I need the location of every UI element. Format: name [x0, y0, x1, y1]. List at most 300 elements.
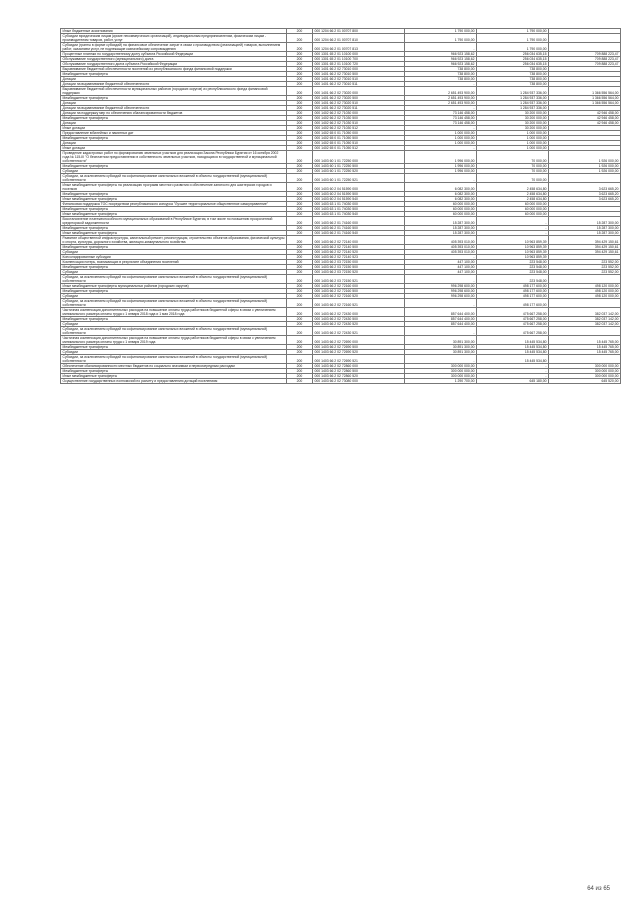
- executed-amount-cell: -: [477, 364, 549, 369]
- row-name-cell: Иные межбюджетные трансферты: [61, 212, 287, 217]
- executed-amount-cell: 475 667 258,00: [477, 327, 549, 336]
- approved-amount-cell: 2 651 493 900,00: [405, 87, 477, 96]
- row-code-cell: 200: [287, 374, 313, 379]
- row-code-cell: 200: [287, 255, 313, 260]
- row-code-cell: 200: [287, 317, 313, 322]
- approved-amount-cell: 996 298 600,00: [405, 289, 477, 294]
- executed-amount-cell: -: [477, 231, 549, 236]
- row-name-cell: Дотации: [61, 101, 287, 106]
- budget-classification-cell: 000 1403 66 2 02 72430 500: [313, 317, 405, 322]
- budget-classification-cell: 000 1403 66 2 02 72140 520: [313, 250, 405, 255]
- budget-classification-cell: 000 1403 66 2 02 72430 000: [313, 308, 405, 317]
- executed-amount-cell: 2 458 634,80: [477, 183, 549, 192]
- approved-amount-cell: 1 000 000,00: [405, 141, 477, 146]
- executed-amount-cell: 738 800,00: [477, 72, 549, 77]
- budget-classification-cell: 000 1401 66 2 02 73020 000: [313, 87, 405, 96]
- unexecuted-amount-cell: 498 120 000,00: [549, 289, 621, 294]
- row-name-cell: Восстановление платежеспособности муниципальных образований в Республике Бурятия, в том числе по погашению просроченной кредиторской задолженности: [61, 217, 287, 226]
- unexecuted-amount-cell: [549, 34, 621, 43]
- executed-amount-cell: 1 000 000,00: [477, 136, 549, 141]
- approved-amount-cell: -: [405, 355, 477, 364]
- row-name-cell: Дотации на выравнивание бюджетной обеспеченности: [61, 106, 287, 111]
- table-row: [61, 151, 621, 164]
- approved-amount-cell: 1 290 700,00: [405, 379, 477, 384]
- unexecuted-amount-cell: 3 623 665,20: [549, 192, 621, 197]
- budget-classification-cell: 000 1403 66 2 02 72140 523: [313, 255, 405, 260]
- row-name-cell: Обеспечение сбалансированности местных бюджетов по социально значимым и первоочередным расходам: [61, 364, 287, 369]
- row-name-cell: Выравнивание бюджетной обеспеченности муниципальных районов (городских округов) из республиканского фонда финансовой поддержки: [61, 87, 287, 96]
- budget-classification-cell: 000 1403 66 2 01 74160 000: [313, 217, 405, 226]
- budget-classification-cell: 000 1403 66 2 02 72140 500: [313, 245, 405, 250]
- row-code-cell: 200: [287, 308, 313, 317]
- budget-classification-cell: 000 1401 66 2 02 73010 500: [313, 72, 405, 77]
- table-body: [61, 29, 621, 384]
- executed-amount-cell: -: [477, 217, 549, 226]
- budget-classification-cell: 000 1402 65 0 01 71050 512: [313, 146, 405, 151]
- table-row: [61, 308, 621, 317]
- executed-amount-cell: 1 000 000,00: [477, 141, 549, 146]
- table-row: [61, 111, 621, 116]
- executed-amount-cell: 256 034 635,15: [477, 57, 549, 62]
- budget-classification-cell: 000 1402 65 0 01 71050 000: [313, 131, 405, 136]
- row-code-cell: 200: [287, 169, 313, 174]
- row-name-cell: Межбюджетные трансферты: [61, 317, 287, 322]
- table-row: [61, 299, 621, 308]
- executed-amount-cell: 738 800,00: [477, 82, 549, 87]
- row-code-cell: 200: [287, 121, 313, 126]
- approved-amount-cell: -: [405, 126, 477, 131]
- row-name-cell: Обслуживание государственного долга субъекта Российской Федерации: [61, 62, 287, 67]
- approved-amount-cell: 996 298 600,00: [405, 284, 477, 289]
- row-name-cell: Иные межбюджетные трансферты: [61, 231, 287, 236]
- row-code-cell: 200: [287, 174, 313, 183]
- approved-amount-cell: 15 287 300,00: [405, 217, 477, 226]
- unexecuted-amount-cell: 300 000 000,00: [549, 369, 621, 374]
- unexecuted-amount-cell: [549, 275, 621, 284]
- executed-amount-cell: 645 180,00: [477, 379, 549, 384]
- unexecuted-amount-cell: 223 552,00: [549, 270, 621, 275]
- unexecuted-amount-cell: 382 037 142,00: [549, 308, 621, 317]
- budget-classification-cell: 000 1403 66 2 03 72150 521: [313, 275, 405, 284]
- executed-amount-cell: -: [477, 374, 549, 379]
- approved-amount-cell: 996 298 600,00: [405, 294, 477, 299]
- table-row: [61, 236, 621, 245]
- table-row: [61, 183, 621, 192]
- unexecuted-amount-cell: 15 287 300,00: [549, 231, 621, 236]
- row-name-cell: Иные межбюджетные трансферты: [61, 374, 287, 379]
- row-code-cell: 200: [287, 29, 313, 34]
- row-name-cell: Развитие общественной инфраструктуры, капитальный ремонт, реконструкция, строительство объектов образования, физической культуры и спорта, культуры, дорожного хозяйства, жилищно-коммунального хозяйства: [61, 236, 287, 245]
- executed-amount-cell: 498 177 600,00: [477, 289, 549, 294]
- budget-classification-cell: 000 1402 66 2 02 71030 510: [313, 121, 405, 126]
- row-code-cell: 200: [287, 52, 313, 57]
- approved-amount-cell: 6 082 300,00: [405, 192, 477, 197]
- page-number: 64 из 65: [587, 886, 610, 892]
- row-name-cell: Субсидии: [61, 270, 287, 275]
- row-name-cell: Дотации: [61, 77, 287, 82]
- budget-classification-cell: 000 1403 66 2 01 74160 500: [313, 226, 405, 231]
- row-name-cell: Субсидии: [61, 322, 287, 327]
- row-name-cell: Дотации: [61, 121, 287, 126]
- row-code-cell: 200: [287, 126, 313, 131]
- table-row: [61, 379, 621, 384]
- budget-classification-cell: 000 1401 66 2 02 73010 510: [313, 77, 405, 82]
- row-name-cell: Субсидии (гранты в форме субсидий) на финансовое обеспечение затрат в связи с производством (реализацией) товаров, выполнением работ, оказанием услуг, не подлежащие казначейскому сопровождению: [61, 43, 287, 52]
- executed-amount-cell: 738 800,00: [477, 77, 549, 82]
- executed-amount-cell: 30 200 000,00: [477, 111, 549, 116]
- executed-amount-cell: 2 458 634,80: [477, 197, 549, 202]
- row-code-cell: 200: [287, 67, 313, 72]
- unexecuted-amount-cell: 1 366 556 564,00: [549, 101, 621, 106]
- budget-classification-cell: 000 1403 60 1 01 72250 520: [313, 169, 405, 174]
- approved-amount-cell: 966 923 158,62: [405, 52, 477, 57]
- row-name-cell: Субсидии юридическим лицам (кроме некоммерческих организаций), индивидуальным предпринимателям, физическим лицам - производителям товаров, работ, услуг: [61, 34, 287, 43]
- approved-amount-cell: 1 000 000,00: [405, 136, 477, 141]
- budget-classification-cell: 000 1402 66 2 02 71030 500: [313, 116, 405, 121]
- executed-amount-cell: 1 284 937 336,00: [477, 106, 549, 111]
- table-row: [61, 62, 621, 67]
- unexecuted-amount-cell: 394 429 150,61: [549, 245, 621, 250]
- row-name-cell: Субсидии: [61, 294, 287, 299]
- budget-classification-cell: 000 1403 66 2 02 72690 000: [313, 336, 405, 345]
- approved-amount-cell: 1 996 000,00: [405, 164, 477, 169]
- unexecuted-amount-cell: 1 366 556 564,00: [549, 96, 621, 101]
- approved-amount-cell: 857 644 400,00: [405, 317, 477, 322]
- row-code-cell: 200: [287, 322, 313, 327]
- row-code-cell: 200: [287, 350, 313, 355]
- approved-amount-cell: 60 000 000,00: [405, 207, 477, 212]
- unexecuted-amount-cell: 498 120 000,00: [549, 294, 621, 299]
- budget-classification-cell: 000 1403 66 2 02 72160 520: [313, 294, 405, 299]
- approved-amount-cell: 60 000 000,00: [405, 212, 477, 217]
- budget-classification-cell: 000 1402 66 2 02 71030 000: [313, 111, 405, 116]
- budget-classification-cell: 000 1403 66 2 02 72690 520: [313, 350, 405, 355]
- row-code-cell: 200: [287, 265, 313, 270]
- row-code-cell: 200: [287, 379, 313, 384]
- executed-amount-cell: 10 963 859,39: [477, 250, 549, 255]
- budget-classification-cell: 000 1403 60 2 04 51590 000: [313, 183, 405, 192]
- approved-amount-cell: 73 146 458,00: [405, 111, 477, 116]
- executed-amount-cell: 2 458 634,80: [477, 192, 549, 197]
- unexecuted-amount-cell: 15 287 300,00: [549, 226, 621, 231]
- row-code-cell: 200: [287, 197, 313, 202]
- budget-classification-cell: 000 1301 65 2 01 10100 000: [313, 52, 405, 57]
- row-code-cell: 200: [287, 96, 313, 101]
- row-code-cell: 200: [287, 62, 313, 67]
- row-name-cell: Субсидии, за исключением субсидий на софинансирование капитальных вложений в объекты государственной (муниципальной) собственности: [61, 355, 287, 364]
- unexecuted-amount-cell: 394 429 150,61: [549, 236, 621, 245]
- executed-amount-cell: 15 445 534,80: [477, 350, 549, 355]
- executed-amount-cell: 70 000,00: [477, 174, 549, 183]
- approved-amount-cell: -: [405, 299, 477, 308]
- row-code-cell: 200: [287, 345, 313, 350]
- row-name-cell: Субсидии, за исключением субсидий на софинансирование капитальных вложений в объекты государственной (муниципальной) собственности: [61, 275, 287, 284]
- unexecuted-amount-cell: 498 120 000,00: [549, 284, 621, 289]
- budget-classification-cell: 000 1403 66 2 02 72160 000: [313, 284, 405, 289]
- unexecuted-amount-cell: 15 287 300,00: [549, 217, 621, 226]
- executed-amount-cell: 15 445 534,80: [477, 336, 549, 345]
- executed-amount-cell: 1 284 937 336,00: [477, 96, 549, 101]
- budget-classification-cell: 000 1403 60 2 04 51590 500: [313, 192, 405, 197]
- unexecuted-amount-cell: 394 429 150,61: [549, 250, 621, 255]
- executed-amount-cell: 10 963 859,39: [477, 245, 549, 250]
- row-name-cell: Иные дотации: [61, 146, 287, 151]
- budget-classification-cell: 000 1403 66 2 02 72160 500: [313, 289, 405, 294]
- approved-amount-cell: 447 100,00: [405, 260, 477, 265]
- budget-classification-cell: 000 1403 66 2 02 72860 000: [313, 364, 405, 369]
- row-name-cell: Субсидии: [61, 250, 287, 255]
- unexecuted-amount-cell: 382 037 142,00: [549, 317, 621, 322]
- budget-classification-cell: 000 1403 66 2 02 72860 500: [313, 369, 405, 374]
- executed-amount-cell: 70 000,00: [477, 164, 549, 169]
- row-code-cell: 200: [287, 217, 313, 226]
- table-row: [61, 82, 621, 87]
- budget-classification-cell: 000 1403 66 2 02 73080 000: [313, 379, 405, 384]
- row-code-cell: 200: [287, 57, 313, 62]
- table-row: [61, 355, 621, 364]
- row-code-cell: 200: [287, 270, 313, 275]
- unexecuted-amount-cell: 42 946 458,00: [549, 111, 621, 116]
- row-code-cell: 200: [287, 141, 313, 146]
- approved-amount-cell: 73 146 458,00: [405, 121, 477, 126]
- approved-amount-cell: -: [405, 43, 477, 52]
- row-code-cell: 200: [287, 355, 313, 364]
- row-code-cell: 200: [287, 106, 313, 111]
- budget-classification-cell: 000 1403 66 2 02 72160 521: [313, 299, 405, 308]
- approved-amount-cell: 6 082 300,00: [405, 197, 477, 202]
- table-row: [61, 87, 621, 96]
- budget-classification-cell: 000 1403 60 2 04 51590 540: [313, 197, 405, 202]
- row-code-cell: 200: [287, 250, 313, 255]
- approved-amount-cell: 30 891 300,00: [405, 336, 477, 345]
- executed-amount-cell: 1 790 000,00: [477, 43, 549, 52]
- document-page: [60, 28, 620, 384]
- row-code-cell: 200: [287, 111, 313, 116]
- row-name-cell: Межбюджетные трансферты: [61, 96, 287, 101]
- row-code-cell: 200: [287, 299, 313, 308]
- row-name-cell: Субсидии: [61, 350, 287, 355]
- row-code-cell: 200: [287, 336, 313, 345]
- executed-amount-cell: 1 790 000,00: [477, 34, 549, 43]
- approved-amount-cell: 300 000 000,00: [405, 364, 477, 369]
- executed-amount-cell: -: [477, 226, 549, 231]
- row-code-cell: 200: [287, 364, 313, 369]
- table-row: [61, 275, 621, 284]
- row-name-cell: Финансовая поддержка ТОС посредством республиканского конкурса "Лучшее территориальное общественное самоуправление": [61, 202, 287, 207]
- unexecuted-amount-cell: 300 000 000,00: [549, 374, 621, 379]
- table-row: [61, 202, 621, 207]
- executed-amount-cell: 70 000,00: [477, 151, 549, 164]
- row-code-cell: 200: [287, 275, 313, 284]
- row-code-cell: 200: [287, 72, 313, 77]
- approved-amount-cell: 73 146 458,00: [405, 116, 477, 121]
- row-code-cell: 200: [287, 183, 313, 192]
- approved-amount-cell: 966 923 158,62: [405, 62, 477, 67]
- row-name-cell: Субсидии, за исключением субсидий на софинансирование капитальных вложений в объекты государственной (муниципальной) собственности: [61, 299, 287, 308]
- row-name-cell: Иные дотации: [61, 126, 287, 131]
- executed-amount-cell: 1 000 000,00: [477, 146, 549, 151]
- executed-amount-cell: 738 800,00: [477, 67, 549, 72]
- budget-classification-cell: 000 1401 66 2 02 73020 511: [313, 106, 405, 111]
- executed-amount-cell: 30 200 000,00: [477, 126, 549, 131]
- row-name-cell: Межбюджетные трансферты: [61, 136, 287, 141]
- row-code-cell: 200: [287, 231, 313, 236]
- executed-amount-cell: 1 790 000,00: [477, 29, 549, 34]
- approved-amount-cell: 405 393 010,00: [405, 236, 477, 245]
- row-code-cell: 200: [287, 202, 313, 207]
- table-row: [61, 336, 621, 345]
- table-row: [61, 260, 621, 265]
- row-name-cell: Межбюджетные трансферты: [61, 72, 287, 77]
- unexecuted-amount-cell: 15 445 765,00: [549, 345, 621, 350]
- table-row: [61, 174, 621, 183]
- row-code-cell: 200: [287, 87, 313, 96]
- unexecuted-amount-cell: 223 552,00: [549, 260, 621, 265]
- executed-amount-cell: 1 000 000,00: [477, 131, 549, 136]
- row-code-cell: 200: [287, 77, 313, 82]
- approved-amount-cell: 738 800,00: [405, 67, 477, 72]
- table-row: [61, 67, 621, 72]
- row-name-cell: Процентные платежи по государственному долгу субъекта Российской Федерации: [61, 52, 287, 57]
- approved-amount-cell: -: [405, 106, 477, 111]
- unexecuted-amount-cell: 709 888 223,47: [549, 52, 621, 57]
- executed-amount-cell: 223 548,00: [477, 265, 549, 270]
- row-name-cell: Осуществление государственных полномочий по расчету и предоставлению дотаций поселениям: [61, 379, 287, 384]
- row-name-cell: Межбюджетные трансферты: [61, 192, 287, 197]
- executed-amount-cell: 498 177 600,00: [477, 299, 549, 308]
- approved-amount-cell: 15 287 300,00: [405, 231, 477, 236]
- budget-classification-cell: 000 1401 66 2 02 73020 500: [313, 96, 405, 101]
- row-name-cell: Межбюджетные трансферты: [61, 265, 287, 270]
- row-name-cell: Обслуживание государственного (муниципального) долга: [61, 57, 287, 62]
- budget-classification-cell: 000 1401 66 2 02 73010 000: [313, 67, 405, 72]
- row-name-cell: Частичная компенсация дополнительных расходов на повышение оплаты труда работников бюджетной сферы в связи с увеличением минимального размера оплаты труда с 1 января 2019 года: [61, 336, 287, 345]
- approved-amount-cell: -: [405, 327, 477, 336]
- table-row: [61, 106, 621, 111]
- unexecuted-amount-cell: 42 946 458,00: [549, 121, 621, 126]
- budget-classification-cell: 000 1403 60 1 01 72250 521: [313, 174, 405, 183]
- unexecuted-amount-cell: 382 037 142,00: [549, 322, 621, 327]
- executed-amount-cell: 60 000 000,00: [477, 207, 549, 212]
- unexecuted-amount-cell: 15 445 765,00: [549, 350, 621, 355]
- row-name-cell: Межбюджетные трансферты: [61, 207, 287, 212]
- row-name-cell: Иные бюджетные ассигнования: [61, 29, 287, 34]
- budget-classification-cell: 000 1403 60 1 01 72250 000: [313, 151, 405, 164]
- approved-amount-cell: -: [405, 82, 477, 87]
- executed-amount-cell: 30 200 000,00: [477, 121, 549, 126]
- row-name-cell: Предоставление юбилейных и памятных дат: [61, 131, 287, 136]
- budget-classification-cell: 000 1403 66 2 02 72690 500: [313, 345, 405, 350]
- unexecuted-amount-cell: 1 926 000,00: [549, 151, 621, 164]
- table-row: [61, 43, 621, 52]
- row-code-cell: 200: [287, 116, 313, 121]
- approved-amount-cell: -: [405, 174, 477, 183]
- row-code-cell: 200: [287, 212, 313, 217]
- unexecuted-amount-cell: 3 623 665,20: [549, 183, 621, 192]
- executed-amount-cell: -: [477, 369, 549, 374]
- executed-amount-cell: 475 667 258,00: [477, 317, 549, 322]
- executed-amount-cell: 256 034 635,15: [477, 52, 549, 57]
- budget-classification-cell: 000 1403 66 2 03 72150 520: [313, 270, 405, 275]
- executed-amount-cell: 60 000 000,00: [477, 212, 549, 217]
- budget-classification-cell: 000 1401 66 2 02 73010 511: [313, 82, 405, 87]
- budget-classification-cell: 000 1403 66 2 01 74160 540: [313, 231, 405, 236]
- row-name-cell: Иные межбюджетные трансферты: [61, 197, 287, 202]
- budget-classification-cell: 000 1403 66 2 02 72860 520: [313, 374, 405, 379]
- approved-amount-cell: 857 644 400,00: [405, 308, 477, 317]
- executed-amount-cell: 1 284 937 336,00: [477, 101, 549, 106]
- row-code-cell: 200: [287, 146, 313, 151]
- row-code-cell: 200: [287, 260, 313, 265]
- budget-classification-cell: 000 1403 66 2 03 72150 500: [313, 265, 405, 270]
- executed-amount-cell: 15 445 534,80: [477, 355, 549, 364]
- approved-amount-cell: 1 790 000,00: [405, 34, 477, 43]
- row-code-cell: 200: [287, 43, 313, 52]
- approved-amount-cell: 300 000 000,00: [405, 374, 477, 379]
- row-name-cell: Компенсация потерь, возникающих в результате объединения поселений: [61, 260, 287, 265]
- row-code-cell: 200: [287, 82, 313, 87]
- table-row: [61, 57, 621, 62]
- unexecuted-amount-cell: 3 623 665,20: [549, 197, 621, 202]
- row-code-cell: 200: [287, 164, 313, 169]
- approved-amount-cell: 1 996 000,00: [405, 169, 477, 174]
- budget-classification-cell: 000 1301 65 2 01 10100 700: [313, 57, 405, 62]
- unexecuted-amount-cell: 1 366 556 564,00: [549, 87, 621, 96]
- executed-amount-cell: 223 548,00: [477, 270, 549, 275]
- executed-amount-cell: 30 200 000,00: [477, 116, 549, 121]
- unexecuted-amount-cell: [549, 327, 621, 336]
- row-code-cell: 200: [287, 226, 313, 231]
- approved-amount-cell: 30 891 300,00: [405, 350, 477, 355]
- row-name-cell: Дотации на выравнивание бюджетной обеспеченности: [61, 82, 287, 87]
- executed-amount-cell: 223 548,00: [477, 260, 549, 265]
- budget-execution-table: [60, 28, 621, 384]
- row-code-cell: 200: [287, 327, 313, 336]
- executed-amount-cell: 1 284 937 336,00: [477, 87, 549, 96]
- executed-amount-cell: 475 667 258,00: [477, 322, 549, 327]
- budget-classification-cell: 000 1402 65 0 01 71050 500: [313, 136, 405, 141]
- executed-amount-cell: 498 177 600,00: [477, 284, 549, 289]
- approved-amount-cell: 2 651 493 900,00: [405, 96, 477, 101]
- executed-amount-cell: 70 000,00: [477, 169, 549, 174]
- table-row: [61, 34, 621, 43]
- budget-classification-cell: 000 1403 66 2 02 72430 521: [313, 327, 405, 336]
- unexecuted-amount-cell: 709 888 223,47: [549, 62, 621, 67]
- approved-amount-cell: 447 100,00: [405, 265, 477, 270]
- row-name-cell: Межбюджетные трансферты: [61, 116, 287, 121]
- row-code-cell: 200: [287, 192, 313, 197]
- unexecuted-amount-cell: [549, 43, 621, 52]
- row-name-cell: Межбюджетные трансферты: [61, 369, 287, 374]
- unexecuted-amount-cell: 1 926 000,00: [549, 169, 621, 174]
- approved-amount-cell: 6 082 300,00: [405, 183, 477, 192]
- budget-classification-cell: 000 1403 60 1 01 72250 500: [313, 164, 405, 169]
- row-name-cell: Межбюджетные трансферты: [61, 289, 287, 294]
- row-name-cell: Проведение кадастровых работ по формированию земельных участков для реализации Закона Республики Бурятия от 16 октября 2002 года № 115-III "О бесплатном предоставлении в собственность земельных участков, находящихся в государственной и муниципальной собственности": [61, 151, 287, 164]
- approved-amount-cell: 300 000 000,00: [405, 369, 477, 374]
- row-code-cell: 200: [287, 34, 313, 43]
- budget-classification-cell: 000 1204 66 2 01 00707 800: [313, 29, 405, 34]
- unexecuted-amount-cell: 1 926 000,00: [549, 164, 621, 169]
- approved-amount-cell: 1 000 000,00: [405, 131, 477, 136]
- unexecuted-amount-cell: 645 520,00: [549, 379, 621, 384]
- row-name-cell: Иные межбюджетные трансферты на реализацию программ местного развития и обеспечение занятости для шахтерских городов и поселков: [61, 183, 287, 192]
- unexecuted-amount-cell: 300 000 000,00: [549, 364, 621, 369]
- unexecuted-amount-cell: [549, 174, 621, 183]
- table-row: [61, 217, 621, 226]
- approved-amount-cell: -: [405, 275, 477, 284]
- approved-amount-cell: 405 393 010,00: [405, 245, 477, 250]
